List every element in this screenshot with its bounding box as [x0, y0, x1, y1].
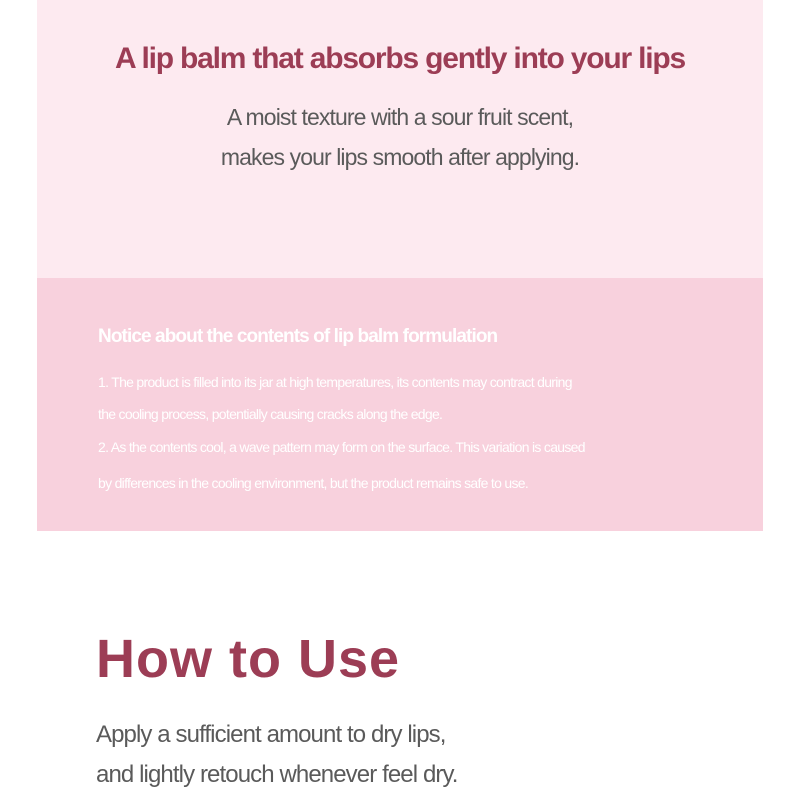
notice-section — [37, 278, 763, 531]
hero-subtitle-line: A moist texture with a sour fruit scent, — [226, 104, 574, 130]
notice-title: Notice about the contents of lip balm formulation — [98, 326, 498, 347]
hero-subtitle-line: makes your lips smooth after applying. — [220, 144, 580, 170]
hero-title: A lip balm that absorbs gently into your lips — [115, 42, 685, 75]
notice-line: 2. As the contents cool, a wave pattern may form on the surface. This variation is caused — [98, 439, 585, 455]
notice-line: the cooling process, potentially causing cracks along the edge. — [98, 406, 443, 422]
how-to-use-title: How to Use — [96, 629, 401, 689]
notice-line: by differences in the cooling environment, but the product remains safe to use. — [98, 475, 529, 491]
notice-line: 1. The product is filled into its jar at high temperatures, its contents may contract during — [98, 374, 572, 390]
how-to-use-line: and lightly retouch whenever feel dry. — [96, 761, 458, 788]
hero-section — [37, 0, 763, 278]
how-to-use-line: Apply a sufficient amount to dry lips, — [96, 721, 446, 748]
